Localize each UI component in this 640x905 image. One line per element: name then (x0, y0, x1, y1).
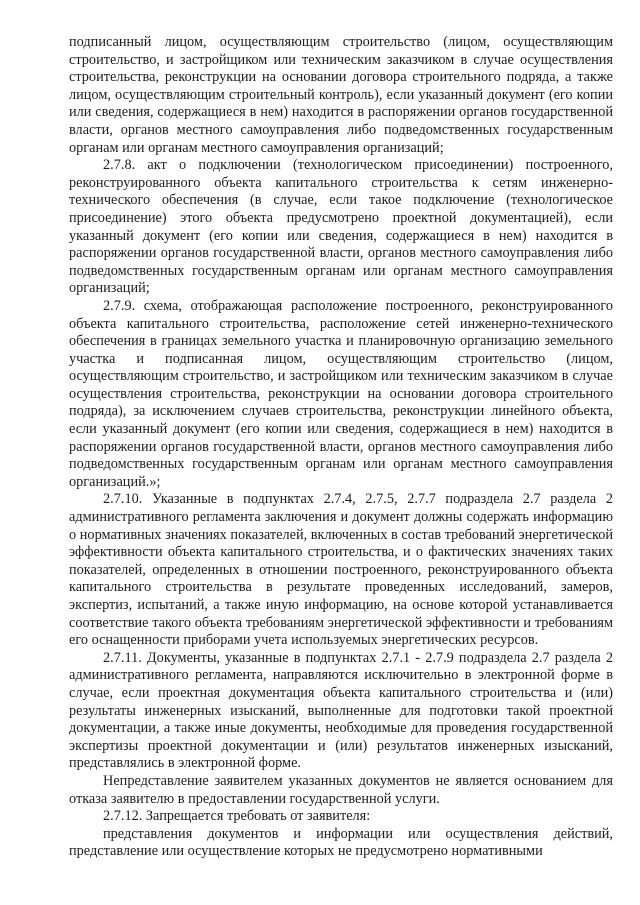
document-body (69, 34, 613, 861)
paragraph-non-submission: Непредставление заявителем указанных документов не является основанием для отказа заявителю в предоставлении государственной услуги. (69, 772, 613, 807)
paragraph-item-2-7-11: 2.7.11. Документы, указанные в подпунктах 2.7.1 - 2.7.9 подраздела 2.7 раздела 2 административного регламента, направляются исключительно в электронной форме в случае, если проектная документация объекта капитального строительства и (или) результаты инженерных изысканий, выполненные для подготовки такой проектной документации, а также иные документы, необходимые для проведения государственной экспертизы проектной документации и (или) результатов инженерных изысканий, представлялись в электронной форме. (69, 649, 613, 772)
paragraph-item-2-7-10: 2.7.10. Указанные в подпунктах 2.7.4, 2.7.5, 2.7.7 подраздела 2.7 раздела 2 административного регламента заключения и документ должны содержать информацию о нормативных значениях показателей, включенных в состав требований энергетической эффективности объекта капитального строительства, и о фактических значениях таких показателей, определенных в отношении построенного, реконструированного объекта капитального строительства в результате проведенных исследований, замеров, экспертиз, испытаний, а также иную информацию, на основе которой устанавливается соответствие такого объекта требованиям энергетической эффективности и требованиям его оснащенности приборами учета используемых энергетических ресурсов. (69, 491, 613, 649)
paragraph-item-2-7-12-a: представления документов и информации или осуществления действий, представление или осуществление которых не предусмотрено нормативными (69, 825, 613, 860)
paragraph-item-2-7-8: 2.7.8. акт о подключении (технологическом присоединении) построенного, реконструированного объекта капитального строительства к сетям инженерно-технического обеспечения (в случае, если такое подключение (технологическое присоединение) этого объекта предусмотрено проектной документацией), если указанный документ (его копии или сведения, содержащиеся в нем) находится в распоряжении органов государственной власти, органов местного самоуправления либо подведомственных государственным органам или органам местного самоуправления организаций; (69, 157, 613, 297)
paragraph-item-2-7-12: 2.7.12. Запрещается требовать от заявителя: (103, 808, 371, 825)
paragraph-continuation: подписанный лицом, осуществляющим строительство (лицом, осуществляющим строительство, и застройщиком или техническим заказчиком в случае осуществления строительства, реконструкции на основании договора строительного подряда, а также лицом, осуществляющим строительный контроль), если указанный документ (его копии или сведения, содержащиеся в нем) находится в распоряжении органов государственной власти, органов местного самоуправления либо подведомственных государственным органам или органам местного самоуправления организаций; (69, 34, 613, 156)
paragraph-item-2-7-9: 2.7.9. схема, отображающая расположение построенного, реконструированного объекта капитального строительства, расположение сетей инженерно-технического обеспечения в границах земельного участка и планировочную организацию земельного участка и подписанная лицом, осуществляющим строительство (лицом, осуществляющим строительство, и застройщиком или техническим заказчиком в случае осуществления строительства, реконструкции на основании договора строительного подряда), за исключением случаев строительства, реконструкции линейного объекта, если указанный документ (его копии или сведения, содержащиеся в нем) находится в распоряжении органов государственной власти, органов местного самоуправления либо подведомственных государственным органам или органам местного самоуправления организаций.»; (69, 297, 613, 490)
